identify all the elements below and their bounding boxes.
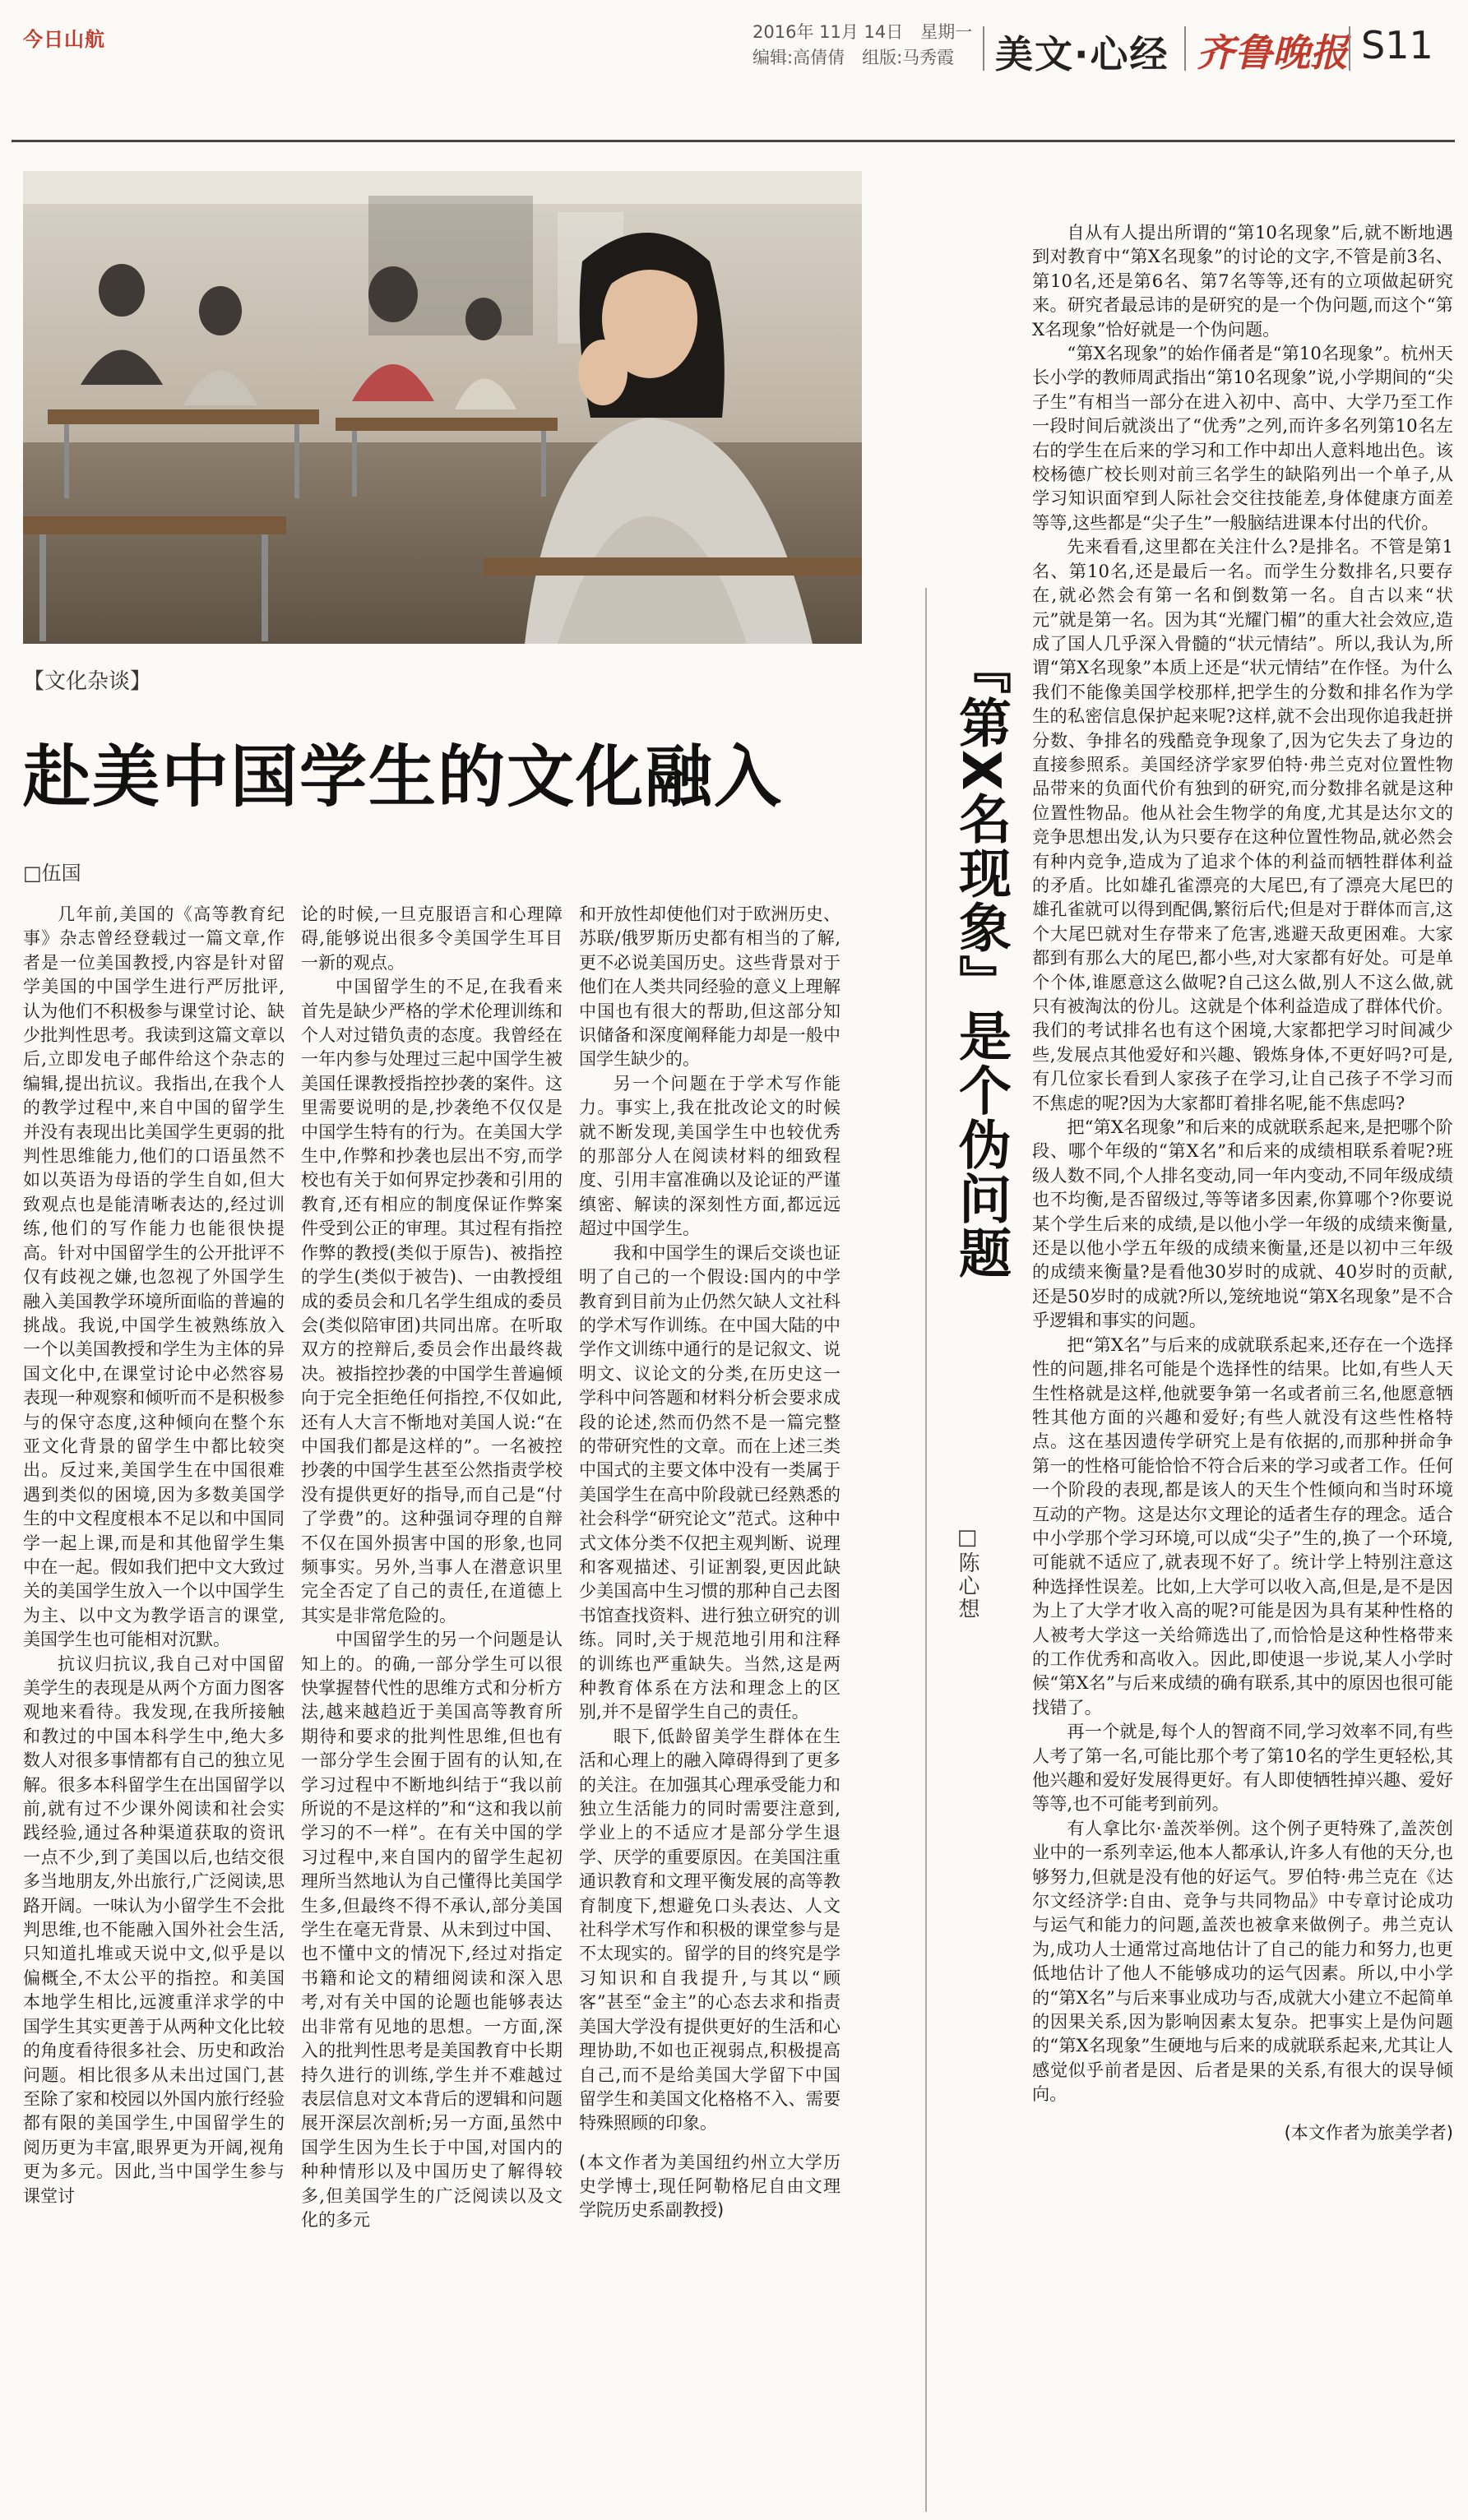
paragraph: 中国留学生的不足,在我看来首先是缺少严格的学术伦理训练和个人对过错负责的态度。我曾经在一年内参与处理过三起中国学生被美国任课教授指控抄袭的案件。这里需要说明的是,抄袭绝不仅仅是中国学生特有的行为。在美国大学生中,作弊和抄袭也层出不穷,而学校也有关于如何界定抄袭和引用的教育,还有相应的制度保证作弊案件受到公正的审理。其过程有指控作弊的教授(类似于原告)、被指控的学生(类似于被告)、一由教授组成的委员会和几名学生组成的委员会(类似陪审团)共同出席。在听取双方的控辩后,委员会作出最终裁决。被指控抄袭的中国学生普遍倾向于完全拒绝任何指控,不仅如此,还有人大言不惭地对美国人说:“在中国我们都是这样的”。一名被控抄袭的中国学生甚至公然指责学校没有提供更好的指导,而自己是“付了学费”的。这种强词夺理的自辩不仅在国外损害中国的形象,也同频事实。另外,当事人在潜意识里完全否定了自己的责任,在道德上其实是非常危险的。 bbox=[301, 977, 563, 1625]
header-divider bbox=[1184, 26, 1186, 71]
article-headline-vertical: 『第X名现象』是个伪问题 bbox=[950, 641, 1011, 1281]
article-byline: □伍国 bbox=[23, 862, 81, 885]
paragraph: 再一个就是,每个人的智商不同,学习效率不同,有些人考了第一名,可能比那个考了第10名的学生更轻松,其他兴趣和爱好发展得更好。有人即使牺牲掉兴趣、爱好等等,也不可能考到前列。 bbox=[1032, 1721, 1453, 1815]
article-column-3 bbox=[579, 903, 841, 2222]
paragraph: 把“第X名”与后来的成就联系起来,还存在一个选择性的问题,排名可能是个选择性的结果。比如,有些人天生性格就是这样,他就要争第一名或者前三名,他愿意牺牲其他方面的兴趣和爱好;有些人就没有这些性格特点。这在基因遗传学研究上是有依据的,而那种拼命争第一的性格可能恰恰不符合后来的学习或者工作。任何一个阶段的表现,都是该人的天生个性倾向和当时环境互动的产物。这是达尔文理论的适者生存的理念。适合中小学那个学习环境,可以成“尖子”生的,换了一个环境,可能就不适应了,就表现不好了。统计学上特别注意这种选择性误差。比如,上大学可以收入高,但是,是不是因为上了大学才收入高的呢?可能是因为具有某种性格的人被考大学这一关给筛选出了,而恰恰是这种性格带来的工作优秀和高收入。因此,即使退一步说,某人小学时候“第X名”与后来成绩的确有联系,其中的原因也很可能找错了。 bbox=[1032, 1334, 1453, 1718]
issue-meta bbox=[753, 20, 972, 71]
paragraph: 抗议归抗议,我自己对中国留美学生的表现是从两个方面力图客观地来看待。我发现,在我所接触和教过的中国本科学生中,绝大多数人对很多事情都有自己的独立见解。很多本科留学生在出国留学以前,就有过不少课外阅读和社会实践经验,通过各种渠道获取的资讯一点不少,到了美国以后,也结交很多当地朋友,外出旅行,广泛阅读,思路开阔。一味认为小留学生不会批判思维,也不能融入国外社会生活,只知道扎堆或天说中文,似乎是以偏概全,不太公平的指控。和美国本地学生相比,远渡重洋求学的中国学生其实更善于从两种文化比较的角度看待很多社会、历史和政治问题。相比很多从未出过国门,甚至除了家和校园以外国内旅行经验都有限的美国学生,中国留学生的阅历更为丰富,眼界更为开阔,视角更为多元。因此,当中国学生参与课堂讨 bbox=[23, 1653, 285, 2206]
header-divider bbox=[1349, 26, 1350, 71]
paragraph: 把“第X名现象”和后来的成就联系起来,是把哪个阶段、哪个年级的“第X名”和后来的成绩相联系着呢?班级人数不同,个人排名变动,同一年内变动,不同年级成绩也不均衡,是否留级过,等等诸多因素,你算哪个?你要说某个学生后来的成绩,是以他小学一年级的成绩来衡量,还是以他小学五年级的成绩来衡量,还是以初中三年级的成绩来衡量?是看他30岁时的成就、40岁时的贡献,还是50岁时的成就?所以,笼统地说“第X名现象”是不合乎逻辑和事实的问题。 bbox=[1032, 1117, 1453, 1331]
section-title: 美文·心经 bbox=[995, 32, 1169, 76]
paragraph: “第X名现象”的始作俑者是“第10名现象”。杭州天长小学的教师周武指出“第10名现象”说,小学期间的“尖子生”有相当一部分在进入初中、高中、大学乃至工作一段时间后就淡出了“优秀”之列,而许多名列第10名左右的学生在后来的学习和工作中却出人意料地出色。该校杨德广校长则对前三名学生的缺陷列出一个单子,从学习知识面窄到人际社会交往技能差,身体健康方面差等等,这些都是“尖子生”一般脑结进课本付出的代价。 bbox=[1032, 343, 1453, 533]
column-divider bbox=[925, 588, 927, 2512]
channel-label: 今日山航 bbox=[23, 28, 105, 51]
paragraph: 我和中国学生的课后交谈也证明了自己的一个假设:国内的中学教育到目前为止仍然欠缺人文社科的学术写作训练。在中国大陆的中学作文训练中通行的是记叙文、说明文、议论文的分类,在历史这一学科中问答题和材料分析会要求成段的论述,然而仍然不是一篇完整的带研究性的文章。而在上述三类中国式的主要文体中没有一类属于美国学生在高中阶段就已经熟悉的社会科学“研究论文”范式。这种中式文体分类不仅把主观判断、说理和客观描述、引证割裂,更因此缺少美国高中生习惯的那种自己去图书馆查找资料、进行独立研究的训练。同时,关于规范地引用和注释的训练也严重缺失。当然,这是两种教育体系在方法和理念上的区别,并不是留学生自己的责任。 bbox=[579, 1242, 841, 1722]
paragraph: 和开放性却使他们对于欧洲历史、苏联/俄罗斯历史都有相当的了解,更不必说美国历史。这些背景对于他们在人类共同经验的意义上理解中国也有很大的帮助,但这部分知识储备和深度阐释能力却是一般中国学生缺少的。 bbox=[579, 904, 841, 1070]
paragraph: 论的时候,一旦克服语言和心理障碍,能够说出很多令美国学生耳目一新的观点。 bbox=[301, 904, 563, 973]
article-byline-vertical: □陈心想 bbox=[955, 1525, 979, 1621]
author-note: (本文作者为美国纽约州立大学历史学博士,现任阿勒格尼自由文理学院历史系副教授) bbox=[579, 2152, 841, 2220]
paragraph: 中国留学生的另一个问题是认知上的。的确,一部分学生可以很快掌握替代性的思维方式和分析方法,越来越趋近于美国高等教育所期待和要求的批判性思维,但也有一部分学生会囿于固有的认知,在学习过程中不断地纠结于“我以前所说的不是这样的”和“这和我以前学习的不一样”。在有关中国的学习过程中,来自国内的留学生起初理所当然地认为自己懂得比美国学生多,但最终不得不承认,部分美国学生在毫无背景、从未到过中国、也不懂中文的情况下,经过对指定书籍和论文的精细阅读和深入思考,对有关中国的论题也能够表达出非常有见地的思想。一方面,深入的批判性思考是美国教育中长期持久进行的训练,学生并不难越过表层信息对文本背后的逻辑和问题展开深层次剖析;另一方面,虽然中国学生因为生长于中国,对国内的种种情形以及中国历史了解得较多,但美国学生的广泛阅读以及文化的多元 bbox=[301, 1630, 563, 2230]
paragraph: 自从有人提出所谓的“第10名现象”后,就不断地遇到对教育中“第X名现象”的讨论的文字,不管是前3名、第10名,还是第6名、第7名等等,还有的立项做起研究来。研究者最忌讳的是研究的是一个伪问题,而这个“第X名现象”恰好就是一个伪问题。 bbox=[1032, 222, 1453, 340]
article-headline: 赴美中国学生的文化融入 bbox=[23, 738, 784, 816]
editors-line: 编辑:高倩倩 组版:马秀霞 bbox=[753, 48, 955, 67]
author-note: (本文作者为旅美学者) bbox=[1284, 2122, 1453, 2143]
header-divider bbox=[983, 26, 984, 71]
paragraph: 有人拿比尔·盖茨举例。这个例子更特殊了,盖茨创业中的一系列幸运,他本人都承认,许多人有他的天分,也够努力,但就是没有他的好运气。罗伯特·弗兰克在《达尔文经济学:自由、竞争与共同物品》中专章讨论成功与运气和能力的问题,盖茨也被拿来做例子。弗兰克认为,成功人士通常过高地估计了自己的能力和努力,也更低地估计了他人不能够成功的运气因素。所以,中小学的“第X名”与后来事业成功与否,成就大小建立不起简单的因果关系,因为影响因素太复杂。把事实上是伪问题的“第X名现象”生硬地与后来的成就联系起来,尤其让人感觉似乎前者是因、后者是果的关系,有很大的误导倾向。 bbox=[1032, 1817, 1453, 2105]
right-article-body bbox=[1032, 220, 1453, 2145]
paragraph: 眼下,低龄留美学生群体在生活和心理上的融入障碍得到了更多的关注。在加强其心理承受能力和独立生活能力的同时需要注意到,学业上的不适应才是部分学生退学、厌学的重要原因。在美国注重通识教育和文理平衡发展的高等教育制度下,想避免口头表达、人文社科学术写作和积极的课堂参与是不太现实的。留学的目的终究是学习知识和自我提升,与其以“顾客”甚至“金主”的心态去求和指责美国大学没有提供更好的生活和心理协助,不如也正视弱点,积极提高自己,而不是给美国大学留下中国留学生和美国文化格格不入、需要特殊照顾的印象。 bbox=[579, 1726, 841, 2134]
article-category-tag: 【文化杂谈】 bbox=[23, 669, 152, 694]
article-column-2 bbox=[301, 903, 563, 2232]
article-column-1 bbox=[23, 903, 285, 2208]
paragraph: 几年前,美国的《高等教育纪事》杂志曾经登载过一篇文章,作者是一位美国教授,内容是针对留学美国的中国学生进行严厉批评,认为他们不积极参与课堂讨论、缺少批判性思考。我读到这篇文章以后,立即发电子邮件给这个杂志的编辑,提出抗议。我指出,在我个人的教学过程中,来自中国的留学生并没有表现出比美国学生更弱的批判性思维能力,他们的口语虽然不如以英语为母语的学生自如,但大致观点也是能清晰表达的,经过训练,他们的写作能力也能很快提高。针对中国留学生的公开批评不仅有歧视之嫌,也忽视了外国学生融入美国教学环境所面临的普遍的挑战。我说,中国学生被熟练放入一个以美国教授和学生为主体的异国文化中,在课堂讨论中必然容易表现一种观察和倾听而不是积极参与的保守态度,这种倾向在整个东亚文化背景的留学生中都比较突出。反过来,美国学生在中国很难遇到类似的困境,因为多数美国学生的中文程度根本不足以和中国同学一起上课,而是和其他留学生集中在一起。假如我们把中文大致过关的美国学生放入一个以中国学生为主、以中文为教学语言的课堂,美国学生也可能相对沉默。 bbox=[23, 904, 285, 1650]
paragraph: 先来看看,这里都在关注什么?是排名。不管是第1名、第10名,还是最后一名。而学生分数排名,只要存在,就必然会有第一名和倒数第一名。自古以来“状元”就是第一名。因为其“光耀门楣”的重大社会效应,造成了国人几乎深入骨髓的“状元情结”。所以,我认为,所谓“第X名现象”本质上还是“状元情结”在作怪。为什么我们不能像美国学校那样,把学生的分数和排名作为学生的私密信息保护起来呢?这样,就不会出现你追我赶拼分数、争排名的残酷竞争现象了,因为它失去了身边的直接参照系。美国经济学家罗伯特·弗兰克对位置性物品带来的负面代价有独到的研究,而分数排名就是这种位置性物品。他从社会生物学的角度,尤其是达尔文的竞争思想出发,认为只要存在这种位置性物品,就必然会有种内竞争,造成为了追求个体的利益而牺牲群体利益的矛盾。比如雄孔雀漂亮的大尾巴,有了漂亮大尾巴的雄孔雀就可以得到配偶,繁衍后代;但是对于群体而言,这个大尾巴就对生存带来了危害,逃避天敌更困难。大家都到有那么大的尾巴,都小些,对大家都有好处。可是单个个体,谁愿意这么做呢?自己这么做,别人不这么做,就只有被淘汰的份儿。这就是个体利益造成了群体代价。我们的考试排名也有这个困境,大家都把学习时间减少些,发展点其他爱好和兴趣、锻炼身体,不更好吗?可是,有几位家长看到人家孩子在学习,让自己孩子不学习而不焦虑的呢?因为大家都盯着排名呢,能不焦虑吗? bbox=[1032, 536, 1453, 1113]
paragraph: 另一个问题在于学术写作能力。事实上,我在批改论文的时候就不断发现,美国学生中也较优秀的那部分人在阅读材料的细致程度、引用丰富准确以及论证的严谨缜密、解读的深刻性方面,都远远超过中国学生。 bbox=[579, 1073, 841, 1239]
page-number: S11 bbox=[1361, 23, 1433, 67]
newspaper-logo: 齐鲁晚报 bbox=[1197, 30, 1348, 75]
classroom-photo bbox=[23, 171, 862, 644]
header-rule bbox=[12, 140, 1455, 142]
issue-date: 2016年 11月 14日 星期一 bbox=[753, 22, 973, 42]
